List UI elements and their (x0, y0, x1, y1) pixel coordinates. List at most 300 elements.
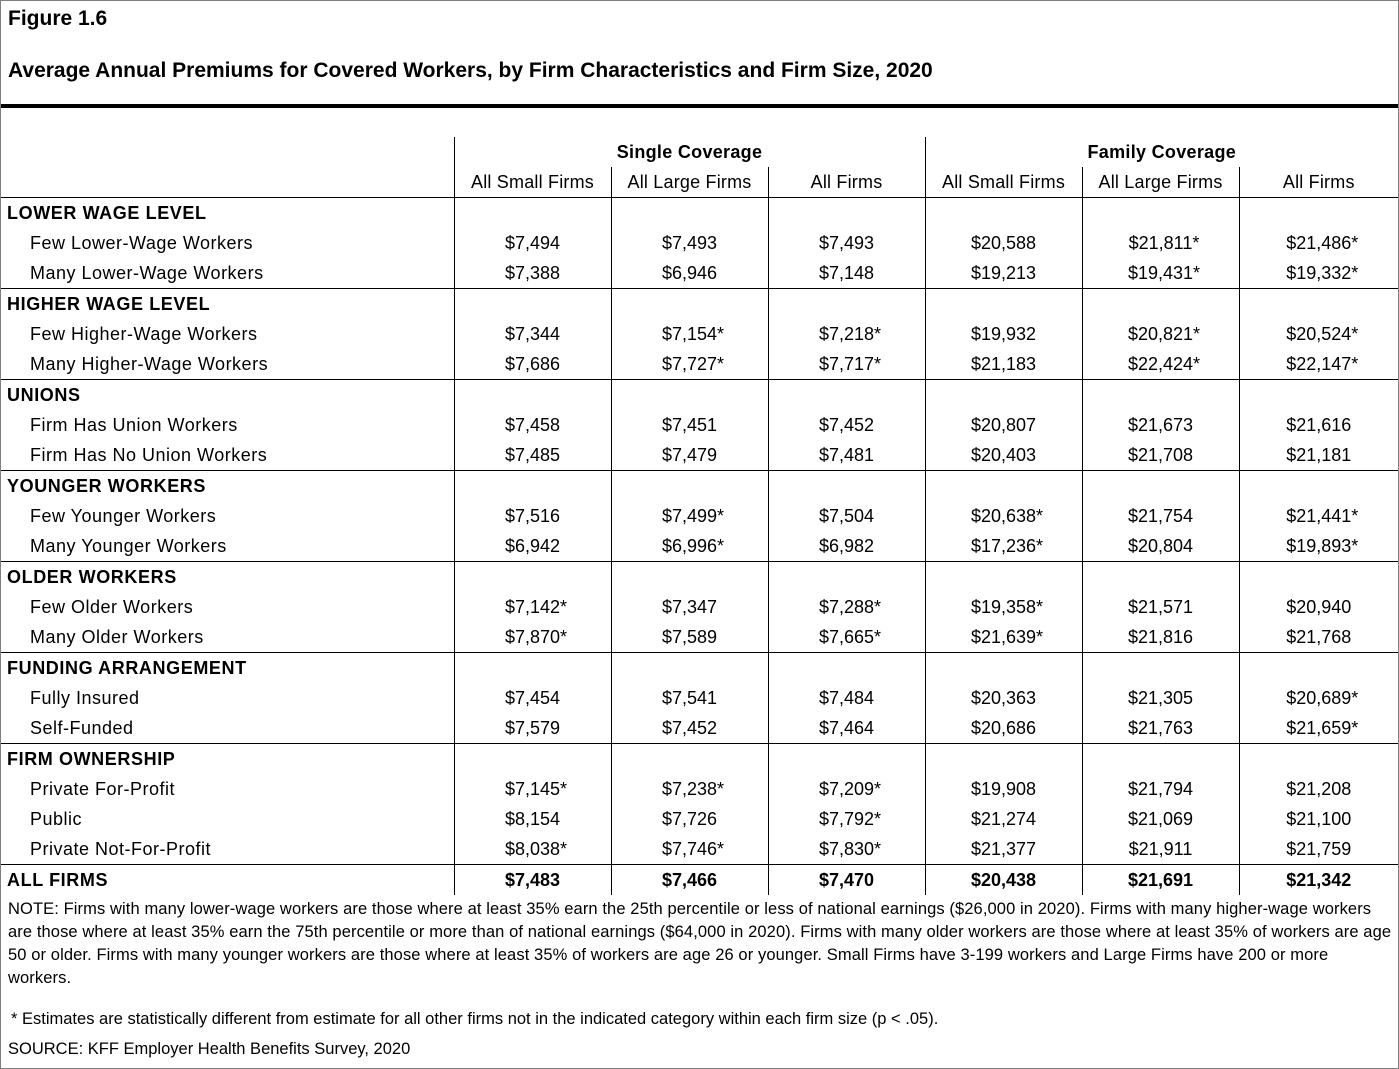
significance-asterisk: * (1193, 354, 1201, 374)
row-label: Self-Funded (1, 713, 454, 744)
table-cell (1082, 228, 1239, 258)
table-row (1, 713, 1398, 744)
section-header-row (1, 289, 1398, 320)
column-group-single: Single Coverage (454, 137, 925, 167)
table-cell (454, 410, 611, 440)
row-label: Fully Insured (30, 688, 140, 708)
section-spacer-cell (454, 380, 611, 411)
table-cell (768, 531, 925, 562)
section-spacer-cell (1082, 471, 1239, 502)
cell-value: $21,754 (1127, 506, 1194, 526)
table-cell (454, 804, 611, 834)
cell-value: $7,541 (661, 688, 718, 708)
section-spacer-cell (611, 471, 768, 502)
cell-value: $7,479 (661, 445, 718, 465)
table-cell (1239, 319, 1398, 349)
table-cell (1239, 622, 1398, 653)
table-cell (1082, 319, 1239, 349)
cell-value: $6,946 (661, 263, 718, 283)
table-cell (768, 410, 925, 440)
table-cell (1239, 774, 1398, 804)
table-cell (925, 228, 1082, 258)
table-cell (1239, 592, 1398, 622)
table-cell (1239, 865, 1398, 896)
table-cell (768, 440, 925, 471)
table-cell (925, 865, 1082, 896)
section-spacer-cell (768, 471, 925, 502)
section-label: YOUNGER WORKERS (7, 476, 207, 496)
row-label: Private For-Profit (30, 779, 176, 799)
cell-value: $22,147 * (1286, 349, 1351, 379)
table-cell (925, 258, 1082, 289)
cell-value: $7,483 (504, 870, 561, 890)
cell-value: $7,499 * (662, 501, 717, 531)
table-row (1, 258, 1398, 289)
significance-asterisk: * (874, 779, 882, 799)
section-spacer-cell (1082, 653, 1239, 684)
section-spacer-cell (611, 198, 768, 229)
significance-asterisk: * (1351, 506, 1359, 526)
table-cell (1082, 349, 1239, 380)
table-cell (611, 258, 768, 289)
cell-value: $21,708 (1127, 445, 1194, 465)
cell-value: $7,454 (504, 688, 561, 708)
cell-value: $7,470 (818, 870, 875, 890)
cell-value: $7,288 * (819, 592, 874, 622)
table-cell (454, 258, 611, 289)
cell-value: $21,305 (1127, 688, 1194, 708)
cell-value: $20,638 * (971, 501, 1036, 531)
cell-value: $7,589 (661, 627, 718, 647)
table-cell (1239, 531, 1398, 562)
section-header-row (1, 198, 1398, 229)
cell-value: $20,689 * (1286, 683, 1351, 713)
table-row (1, 804, 1398, 834)
cell-value: $21,816 (1127, 627, 1194, 647)
significance-asterisk: * (1351, 536, 1359, 556)
significance-asterisk: * (874, 627, 882, 647)
table-row (1, 622, 1398, 653)
table-cell (611, 501, 768, 531)
section-spacer-cell (1082, 380, 1239, 411)
significance-asterisk: * (717, 839, 725, 859)
section-header-row (1, 562, 1398, 593)
table-cell (1082, 440, 1239, 471)
table-cell (1082, 622, 1239, 653)
section-spacer-cell (1082, 198, 1239, 229)
section-spacer-cell (925, 471, 1082, 502)
cell-value: $7,347 (661, 597, 718, 617)
table-cell (925, 622, 1082, 653)
significance-asterisk: * (874, 809, 882, 829)
section-spacer-cell (1239, 653, 1398, 684)
table-cell (611, 592, 768, 622)
cell-value: $7,579 (504, 718, 561, 738)
table-cell (611, 319, 768, 349)
table-cell (768, 774, 925, 804)
row-label: Many Younger Workers (1, 531, 454, 562)
cell-value: $20,524 * (1286, 319, 1351, 349)
cell-value: $17,236 * (971, 531, 1036, 561)
cell-value: $21,768 (1286, 627, 1352, 647)
table-cell (925, 501, 1082, 531)
cell-value: $19,893 * (1286, 531, 1351, 561)
cell-value: $7,238 * (662, 774, 717, 804)
section-spacer-cell (1239, 198, 1398, 229)
table-cell (454, 440, 611, 471)
table-cell (925, 531, 1082, 562)
cell-value: $7,727 * (662, 349, 717, 379)
table-cell (925, 440, 1082, 471)
significance-asterisk: * (874, 354, 882, 374)
cell-value: $7,493 (661, 233, 718, 253)
cell-value: $7,452 (818, 415, 875, 435)
table-cell (1239, 683, 1398, 713)
cell-value: $20,804 (1127, 536, 1194, 556)
significance-asterisk: * (1351, 718, 1359, 738)
table-cell (454, 713, 611, 744)
cell-value: $7,142 * (505, 592, 560, 622)
table-cell (454, 592, 611, 622)
section-spacer-cell (925, 380, 1082, 411)
table-cell (925, 319, 1082, 349)
table-row (1, 592, 1398, 622)
cell-value: $8,154 (504, 809, 561, 829)
section-spacer-cell (611, 562, 768, 593)
cell-value: $7,870 * (505, 622, 560, 652)
cell-value: $7,830 * (819, 834, 874, 864)
cell-value: $19,213 (970, 263, 1037, 283)
significance-asterisk: * (1351, 688, 1359, 708)
section-spacer-cell (1082, 289, 1239, 320)
table-cell (1082, 774, 1239, 804)
table-cell (1082, 683, 1239, 713)
section-spacer-cell (768, 198, 925, 229)
cell-value: $21,274 (970, 809, 1037, 829)
cell-value: $7,494 (504, 233, 561, 253)
section-header-row (1, 653, 1398, 684)
cell-value: $19,431 * (1128, 258, 1193, 288)
significance-asterisk: * (1351, 233, 1359, 253)
table-row (1, 834, 1398, 865)
cell-value: $21,759 (1286, 839, 1352, 859)
table-cell (925, 349, 1082, 380)
significance-asterisk: * (717, 324, 725, 344)
cell-value: $21,181 (1286, 445, 1352, 465)
significance-asterisk: * (1193, 263, 1201, 283)
significance-asterisk: * (1036, 506, 1044, 526)
cell-value: $21,763 (1127, 718, 1194, 738)
cell-value: $19,932 (970, 324, 1037, 344)
cell-value: $20,403 (970, 445, 1037, 465)
significance-asterisk: * (874, 597, 882, 617)
table-cell (454, 865, 611, 896)
column-header-row (1, 167, 1398, 198)
section-label: FUNDING ARRANGEMENT (7, 658, 247, 678)
section-label: LOWER WAGE LEVEL (7, 203, 207, 223)
cell-value: $20,821 * (1128, 319, 1193, 349)
section-spacer-cell (1082, 562, 1239, 593)
source-text: SOURCE: KFF Employer Health Benefits Survey, 2020 (8, 1040, 411, 1058)
table-cell (1082, 713, 1239, 744)
cell-value: $20,588 (970, 233, 1037, 253)
cell-value: $7,452 (661, 718, 718, 738)
table-row (1, 319, 1398, 349)
cell-value: $21,486 * (1286, 228, 1351, 258)
cell-value: $7,464 (818, 718, 875, 738)
table-cell (611, 622, 768, 653)
section-spacer-cell (611, 289, 768, 320)
section-spacer-cell (1239, 562, 1398, 593)
table-cell (925, 683, 1082, 713)
table-cell (768, 683, 925, 713)
section-label: HIGHER WAGE LEVEL (7, 294, 211, 314)
table-cell (611, 804, 768, 834)
table-cell (1239, 349, 1398, 380)
section-spacer-cell (925, 562, 1082, 593)
cell-value: $20,940 (1286, 597, 1352, 617)
table-body (1, 198, 1398, 896)
table-cell (611, 865, 768, 896)
significance-asterisk: * (1192, 233, 1200, 253)
cell-value: $7,484 (818, 688, 875, 708)
section-spacer-cell (1239, 289, 1398, 320)
table-cell (454, 774, 611, 804)
table-cell (1082, 834, 1239, 865)
row-label: Firm Has No Union Workers (1, 440, 454, 471)
cell-value: $21,377 (970, 839, 1037, 859)
table-cell (611, 774, 768, 804)
cell-value: $21,342 (1286, 870, 1352, 890)
footnote-text: * Estimates are statistically different from estimate for all other firms not in the indicated category within each firm size (p < .05). (11, 1010, 939, 1028)
figure-label: Figure 1.6 (8, 7, 108, 30)
cell-value: $19,332 * (1286, 258, 1351, 288)
section-spacer-cell (454, 289, 611, 320)
table-cell (611, 531, 768, 562)
section-spacer-cell (925, 653, 1082, 684)
table-cell (768, 349, 925, 380)
table-cell (768, 228, 925, 258)
cell-value: $21,441 * (1286, 501, 1351, 531)
table-cell (454, 228, 611, 258)
table-cell (1239, 834, 1398, 865)
table-cell (454, 501, 611, 531)
cell-value: $7,516 (504, 506, 561, 526)
table-cell (1239, 804, 1398, 834)
cell-value: $21,183 (970, 354, 1037, 374)
section-spacer-cell (454, 198, 611, 229)
cell-value: $19,908 (970, 779, 1037, 799)
cell-value: $7,717 * (819, 349, 874, 379)
row-label: Few Older Workers (30, 597, 194, 617)
section-spacer-cell (768, 380, 925, 411)
cell-value: $7,145 * (505, 774, 560, 804)
table-cell (1082, 865, 1239, 896)
table-cell (1082, 501, 1239, 531)
table-cell (1239, 501, 1398, 531)
table-cell (925, 592, 1082, 622)
table-cell (925, 713, 1082, 744)
cell-value: $7,466 (661, 870, 718, 890)
table-cell (768, 592, 925, 622)
row-label: Few Higher-Wage Workers (30, 324, 258, 344)
row-label: Private Not-For-Profit (1, 834, 454, 865)
significance-asterisk: * (560, 839, 568, 859)
table-cell (1239, 258, 1398, 289)
section-spacer-cell (454, 744, 611, 775)
significance-asterisk: * (717, 506, 725, 526)
table-cell (611, 713, 768, 744)
table-cell (768, 622, 925, 653)
row-label: Many Lower-Wage Workers (1, 258, 454, 289)
section-spacer-cell (925, 198, 1082, 229)
section-spacer-cell (1082, 744, 1239, 775)
section-spacer-cell (454, 471, 611, 502)
cell-value: $7,218 * (819, 319, 874, 349)
section-spacer-cell (611, 653, 768, 684)
section-label: UNIONS (7, 385, 81, 405)
table-cell (1082, 531, 1239, 562)
cell-value: $7,344 (504, 324, 561, 344)
section-spacer-cell (1239, 471, 1398, 502)
table-cell (1239, 228, 1398, 258)
cell-value: $7,665 * (819, 622, 874, 652)
significance-asterisk: * (1193, 324, 1201, 344)
row-label: Many Older Workers (1, 622, 454, 653)
total-label: ALL FIRMS (7, 870, 109, 890)
significance-asterisk: * (874, 839, 882, 859)
column-group-family: Family Coverage (925, 137, 1398, 167)
table-row (1, 440, 1398, 471)
table-cell (1082, 592, 1239, 622)
cell-value: $21,659 * (1286, 713, 1351, 743)
table-cell (1239, 410, 1398, 440)
column-header: All Firms (768, 167, 925, 198)
table-cell (1082, 804, 1239, 834)
cell-value: $7,154 * (662, 319, 717, 349)
table-cell (768, 319, 925, 349)
cell-value: $7,148 (818, 263, 875, 283)
table-cell (454, 622, 611, 653)
premiums-table-wrap (1, 137, 1398, 895)
cell-value: $7,504 (818, 506, 875, 526)
section-header-row (1, 744, 1398, 775)
table-row (1, 531, 1398, 562)
significance-asterisk: * (1351, 263, 1359, 283)
table-cell (768, 804, 925, 834)
significance-asterisk: * (560, 627, 568, 647)
cell-value: $20,363 (970, 688, 1037, 708)
column-group-row (1, 137, 1398, 167)
row-label: Few Younger Workers (30, 506, 217, 526)
cell-value: $6,996 * (662, 531, 717, 561)
table-row (1, 228, 1398, 258)
cell-value: $7,726 (661, 809, 718, 829)
total-row (1, 865, 1398, 896)
table-cell (1082, 410, 1239, 440)
significance-asterisk: * (1036, 627, 1044, 647)
cell-value: $21,616 (1286, 415, 1352, 435)
cell-value: $21,069 (1127, 809, 1194, 829)
section-spacer-cell (768, 653, 925, 684)
table-cell (1082, 258, 1239, 289)
significance-asterisk: * (1036, 597, 1044, 617)
table-row (1, 349, 1398, 380)
premiums-table (1, 137, 1398, 895)
cell-value: $7,209 * (819, 774, 874, 804)
table-cell (454, 319, 611, 349)
cell-value: $20,807 (970, 415, 1037, 435)
table-cell (1239, 713, 1398, 744)
column-header: All Large Firms (1082, 167, 1239, 198)
header-spacer (1, 137, 454, 167)
table-row (1, 501, 1398, 531)
column-header: All Large Firms (611, 167, 768, 198)
significance-asterisk: * (717, 779, 725, 799)
column-header: All Small Firms (925, 167, 1082, 198)
cell-value: $6,982 (818, 536, 875, 556)
table-cell (925, 410, 1082, 440)
table-cell (611, 440, 768, 471)
section-header-row (1, 471, 1398, 502)
section-spacer-cell (454, 653, 611, 684)
section-spacer-cell (768, 562, 925, 593)
cell-value: $7,493 (818, 233, 875, 253)
cell-value: $7,746 * (662, 834, 717, 864)
cell-value: $7,451 (661, 415, 718, 435)
section-spacer-cell (454, 562, 611, 593)
table-cell (454, 683, 611, 713)
significance-asterisk: * (874, 324, 882, 344)
table-cell (611, 349, 768, 380)
table-cell (768, 501, 925, 531)
significance-asterisk: * (560, 597, 568, 617)
cell-value: $6,942 (504, 536, 561, 556)
section-spacer-cell (925, 744, 1082, 775)
section-spacer-cell (1239, 744, 1398, 775)
column-header: All Firms (1239, 167, 1398, 198)
header-spacer (1, 167, 454, 198)
cell-value: $7,388 (504, 263, 561, 283)
significance-asterisk: * (1036, 536, 1044, 556)
cell-value: $21,811 * (1129, 228, 1193, 258)
cell-value: $7,458 (504, 415, 561, 435)
table-cell (454, 349, 611, 380)
table-cell (768, 834, 925, 865)
table-cell (925, 774, 1082, 804)
section-spacer-cell (1239, 380, 1398, 411)
table-cell (925, 804, 1082, 834)
cell-value: $8,038 * (505, 834, 560, 864)
significance-asterisk: * (1351, 324, 1359, 344)
table-cell (768, 865, 925, 896)
cell-value: $21,100 (1286, 809, 1352, 829)
cell-value: $19,358 * (971, 592, 1036, 622)
table-cell (1239, 440, 1398, 471)
table-row (1, 410, 1398, 440)
significance-asterisk: * (1351, 354, 1359, 374)
significance-asterisk: * (560, 779, 568, 799)
cell-value: $22,424 * (1128, 349, 1193, 379)
section-spacer-cell (768, 744, 925, 775)
cell-value: $21,571 (1127, 597, 1194, 617)
table-cell (768, 258, 925, 289)
cell-value: $7,485 (504, 445, 561, 465)
section-spacer-cell (611, 380, 768, 411)
figure-title: Average Annual Premiums for Covered Workers, by Firm Characteristics and Firm Size, 2020 (8, 59, 933, 82)
significance-asterisk: * (717, 354, 725, 374)
table-cell (768, 713, 925, 744)
